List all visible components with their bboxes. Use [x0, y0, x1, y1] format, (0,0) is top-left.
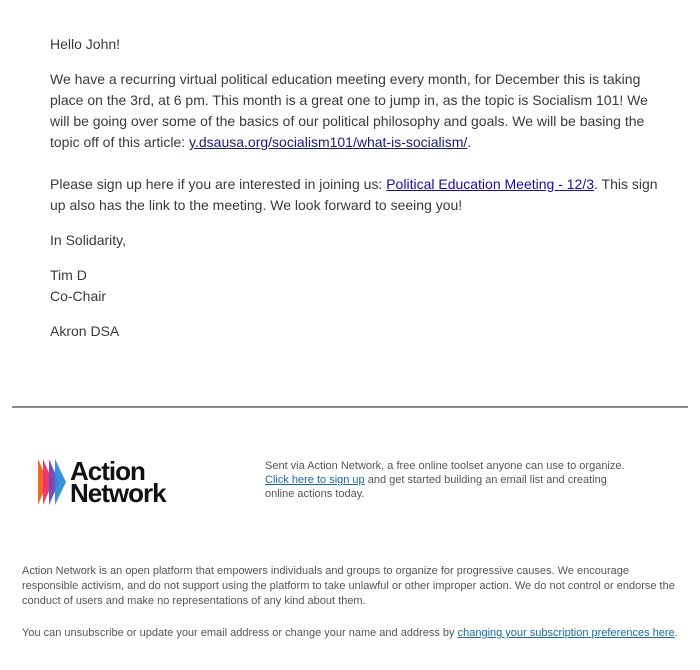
footer-divider: [12, 406, 688, 408]
footer-legal-disclaimer: Action Network is an open platform that empowers individuals and groups to organize for progressive causes. We encourage responsible activism, and do not support using the platform to take unlawful or other improper action. We do not control or endorse the conduct of users and make no representations of any kind about them.: [22, 565, 675, 607]
logo-line-network: Network: [70, 478, 166, 508]
paragraph-signup: [50, 174, 660, 216]
unsubscribe-end: .: [674, 627, 678, 639]
sent-via-text: Sent via Action Network, a free online toolset anyone can use to organize.: [265, 460, 625, 472]
action-network-logo-icon: [38, 459, 68, 505]
greeting: Hello John!: [50, 36, 121, 52]
signer-title: Co-Chair: [50, 288, 107, 304]
signer-name: Tim D: [50, 267, 87, 283]
logo-wordmark: [70, 456, 166, 508]
click-to-sign-up-link[interactable]: Click here to sign up: [265, 474, 365, 486]
subscription-preferences-link[interactable]: changing your subscription preferences here: [457, 627, 675, 639]
email-body: [50, 34, 660, 342]
paragraph-signup-text: Please sign up here if you are interested in joining us:: [50, 176, 387, 192]
logo-line-action: Action: [70, 456, 145, 486]
unsubscribe-text: You can unsubscribe or update your email address or change your name and address by: [22, 627, 458, 639]
closing: In Solidarity,: [50, 232, 126, 248]
paragraph-signup-end: . This sign up also has the link to the meeting. We look forward to seeing you!: [50, 176, 658, 213]
signup-link[interactable]: Political Education Meeting - 12/3: [386, 176, 595, 192]
action-network-logo[interactable]: [38, 456, 198, 508]
paragraph-meeting-info: [50, 69, 660, 153]
paragraph-meeting-text: We have a recurring virtual political education meeting every month, for December this is taking place on the 3rd, at 6 pm. This month is a great one to jump in, as the topic is Socialism 101! We will be going over some of the basics of our political philosophy and goals. We will be basing the topic off of this article:: [50, 71, 648, 150]
article-link[interactable]: y.dsausa.org/socialism101/what-is-socialism/: [189, 134, 468, 150]
sent-via-text-end: and get started building an email list and creating online actions today.: [265, 474, 607, 500]
footer-sent-via: [265, 459, 635, 501]
organization-name: Akron DSA: [50, 323, 120, 339]
paragraph-meeting-end: .: [467, 134, 472, 150]
footer-unsubscribe: [22, 626, 682, 641]
